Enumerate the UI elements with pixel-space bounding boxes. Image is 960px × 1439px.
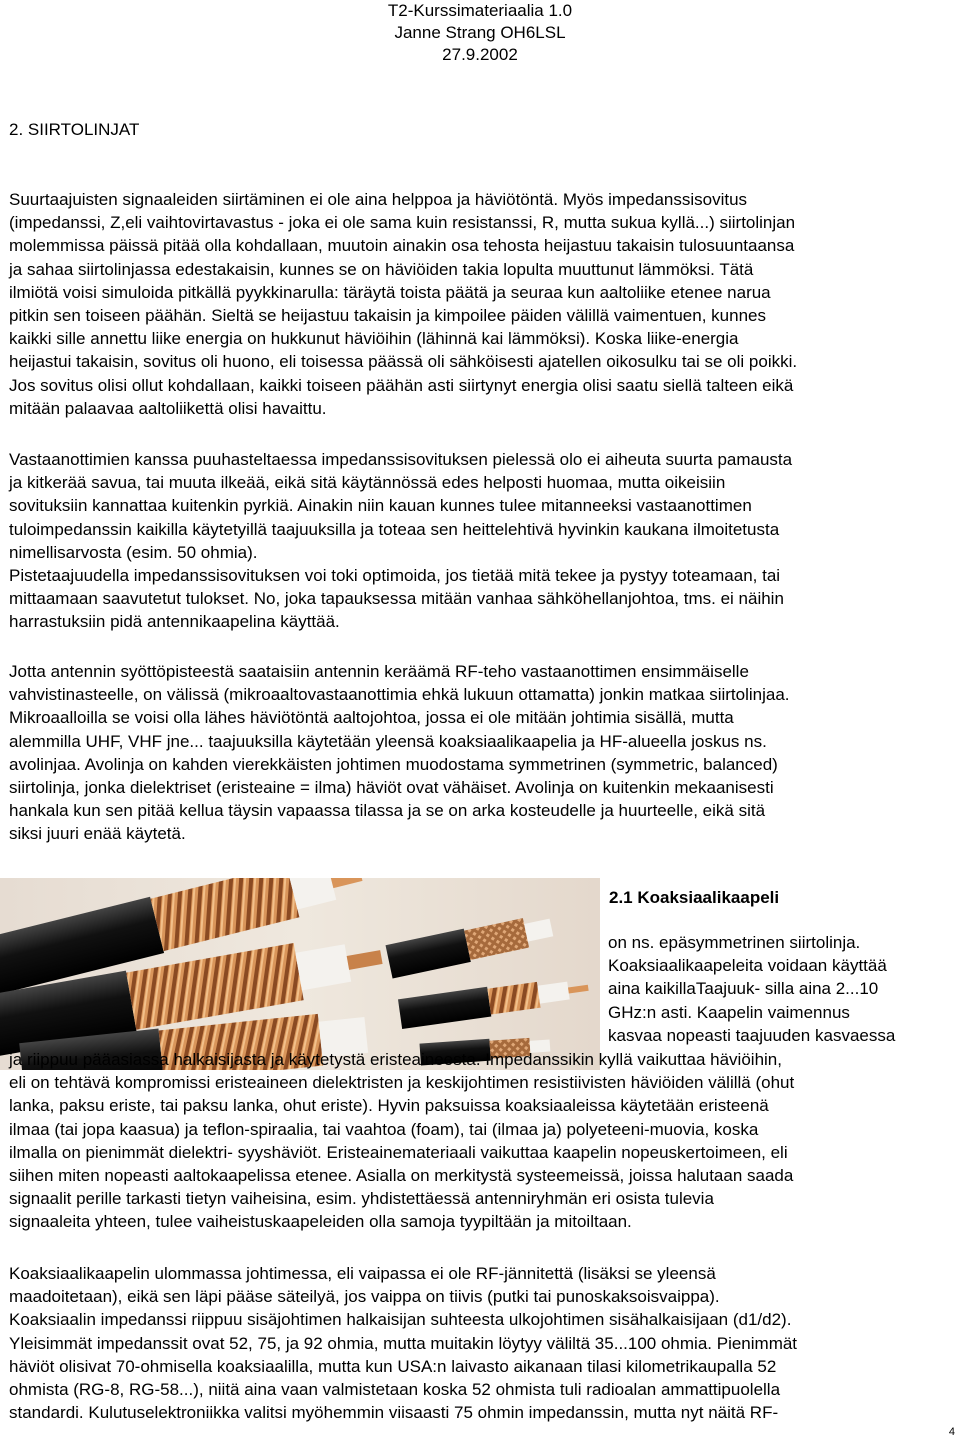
text-line: sovituksiin kannattaa kuitenkin pyrkiä. Ainakin niin kauan kunnes tulee mitanneeksi vastaanottimen (9, 496, 752, 516)
text-line: maadoitetaan), eikä sen läpi pääse säteilyä, jos vaippa on tiivis (putki tai punoskaksoisvaippa). (9, 1287, 720, 1307)
text-line: nimellisarvosta (esim. 50 ohmia). (9, 542, 258, 562)
text-line: ilmaa (tai jopa kaasua) ja teflon-spiraalia, tai vaahtoa (foam), tai (ilmaa ja) polyeteeni-muovia, koska (9, 1119, 759, 1139)
text-line: kasvaa nopeasti taajuuden kasvaessa (608, 1025, 896, 1045)
text-line: ohmista (RG-8, RG-58...), niitä aina vaan valmistetaan koska 52 ohmista tuli radioalan ammattipuolella (9, 1379, 781, 1399)
text-line: Koaksiaalikaapelin ulommassa johtimessa, eli vaipassa ei ole RF-jännitettä (lisäksi se yleensä (9, 1264, 716, 1283)
paragraph-3 (9, 660, 954, 846)
text-line: Pistetaajuudella impedanssisovituksen voi toki optimoida, jos tietää mitä tekee ja pystyy toteamaan, tai (9, 565, 781, 585)
text-line: ja sahaa siirtolinjassa edestakaisin, kunnes se on häviöiden takia lopulta muuttunut lämmöksi. Tätä (9, 259, 754, 279)
text-line: (impedanssi, Z,eli vaihtovirtavastus - joka ei ole sama kuin resistanssi, R, mutta sukua kyllä...) siirtolinjan (9, 213, 796, 233)
text-line: siihen miten nopeasti aaltokaapelissa etenee. Asialla on merkitystä systeemeissä, joissa halutaan saada (9, 1165, 794, 1185)
text-line: siksi juuri enää käytetä. (9, 824, 186, 844)
paragraph-2 (9, 448, 954, 634)
text-line: lanka, paksu eriste, tai paksu lanka, ohut eriste). Hyvin paksuissa koaksiaaleissa käytetään eristeenä (9, 1096, 769, 1116)
text-line: siirtolinja, jonka dielektriset (eristeaine = ilma) häviöt ovat vähäiset. Avolinja on kuitenkin mekaanisesti (9, 777, 774, 797)
header-title: T2-Kurssimateriaalia 1.0 (387, 1, 573, 20)
text-line: Suurtaajuisten signaaleiden siirtäminen ei ole aina helppoa ja häviötöntä. Myös impedanssisovitus (9, 190, 748, 209)
right-column-text (608, 931, 895, 1047)
coaxial-cables-photo (0, 878, 600, 1070)
text-line: standardi. Kulutuselektroniikka valitsi myöhemmin viisaasti 75 ohmin impedanssin, mutta nyt näitä RF- (9, 1403, 779, 1423)
text-line: Jotta antennin syöttöpisteestä saataisiin antennin keräämä RF-teho vastaanottimen ensimmäiselle (9, 662, 749, 681)
text-line: signaalit perille tarkasti tietyn vaiheisina, esim. yhdistettäessä antenniryhmän eri osista tulevia (9, 1189, 714, 1209)
text-line: Mikroaalloilla se voisi olla lähes häviötöntä aaltojohtoa, jossa ei ole mitään johtimia sisällä, mutta (9, 708, 734, 728)
text-line: heijastui takaisin, sovitus oli huono, eli toisessa päässä oli sähköisesti ajatellen oikosulku tai se oli poikki. (9, 352, 798, 372)
text-line: molemmissa päissä pitää olla kohdallaan, muutoin ainakin osa tehosta heijastuu takaisin tulosuuntaansa (9, 236, 795, 256)
text-line: harrastuksiin pidä antennikaapelina käyttää. (9, 612, 340, 632)
text-line: vahvistinasteelle, on välissä (mikroaaltovastaanottimia ehkä lukuun ottamatta) jonkin matkaa siirtolinjaa. (9, 685, 790, 705)
text-line: on ns. epäsymmetrinen siirtolinja. (608, 933, 861, 952)
section-heading: 2. SIIRTOLINJAT (9, 120, 140, 139)
text-line: kaikki sille annettu liike energia on hukkunut häviöihin (lähinnä kai lämmöksi). Koska liike-energia (9, 329, 739, 349)
text-line: tuloimpedanssin kaikilla käytetyillä taajuuksilla ja toteaa sen heittelehtivä hyvinkin kaukana ilmoitetusta (9, 519, 780, 539)
text-line: häviöt olisivat 70-ohmisella koaksiaalilla, mutta kun USA:n laivasto aikanaan tilasi kilometrikaupalla 52 (9, 1356, 777, 1376)
subsection-heading: 2.1 Koaksiaalikaapeli (609, 888, 780, 907)
text-line: ilmalla on pienimmät dielektri- syyshäviöt. Eristeainemateriaali vaikuttaa kaapelin nopeuskertoimeen, eli (9, 1142, 788, 1162)
paragraph-5 (9, 1262, 954, 1424)
text-line: hankala kun sen pitää kellua täysin vapaassa tilassa ja se on arka kosteudelle ja huurteelle, eikä sitä (9, 801, 766, 821)
text-line: Koaksiaalikaapeleita voidaan käyttää (608, 956, 887, 976)
header-date: 27.9.2002 (442, 45, 518, 64)
text-line: aina kaikillaTaajuuk- silla aina 2...10 (608, 979, 879, 999)
text-line: eli on tehtävä kompromissi eristeaineen dielektristen ja keskijohtimen resistiivisten häviöiden välillä (ohut (9, 1073, 795, 1093)
paragraph-1 (9, 188, 954, 420)
text-line: Koaksiaalin impedanssi riippuu sisäjohtimen halkaisijan suhteesta ulkojohtimen sisähalkaisijaan (d1/d2). (9, 1310, 792, 1330)
text-line: ja kitkerää savua, tai muuta ilkeää, eikä sitä käytännössä edes helposti huomaa, mutta oikeisiin (9, 473, 726, 493)
text-line: Vastaanottimien kanssa puuhasteltaessa impedanssisovituksen pielessä olo ei aiheuta suurta pamausta (9, 450, 793, 469)
text-line: signaaleita yhteen, tulee vaiheistuskaapeleiden olla samoja tyypiltään ja mitoiltaan. (9, 1212, 632, 1232)
text-line: ilmiötä voisi simuloida pitkällä pyykkinarulla: täräytä toista päätä ja seuraa kun aaltoliike etenee narua (9, 282, 771, 302)
text-line: alemmilla UHF, VHF jne... taajuuksilla käytetään yleensä koaksiaalikaapelia ja HF-alueella joskus ns. (9, 731, 767, 751)
header-author: Janne Strang OH6LSL (394, 23, 566, 42)
text-line: avolinjaa. Avolinja on kahden vierekkäisten johtimen muodostama symmetrinen (symmetric, balanced) (9, 754, 778, 774)
text-line: GHz:n asti. Kaapelin vaimennus (608, 1002, 850, 1022)
text-line: mitään palaavaa aaltoliikettä olisi havaittu. (9, 398, 327, 418)
text-line: ja riippuu pääasiassa halkaisijasta ja käytetystä eristeaineesta. Impedanssikin kyllä vaikuttaa häviöihin, (9, 1050, 782, 1069)
page-number: 4 (948, 1426, 955, 1438)
text-line: Jos sovitus olisi ollut kohdallaan, kaikki toiseen päähän asti siirtynyt energia olisi saatu siellä talteen eikä (9, 375, 794, 395)
text-line: mittaamaan saavutetut tulokset. No, joka tapauksessa mitään vanhaa sähköhellanjohtoa, tms. ei näihin (9, 589, 784, 609)
text-line: pitkin sen toiseen päähän. Sieltä se heijastuu takaisin ja kimpoilee päiden välillä vaimentuen, kunnes (9, 305, 766, 325)
text-line: Yleisimmät impedanssit ovat 52, 75, ja 92 ohmia, mutta muitakin löytyy väliltä 35...100 ohmia. Pienimmät (9, 1333, 798, 1353)
page-header (0, 0, 960, 66)
paragraph-4 (9, 1048, 954, 1234)
